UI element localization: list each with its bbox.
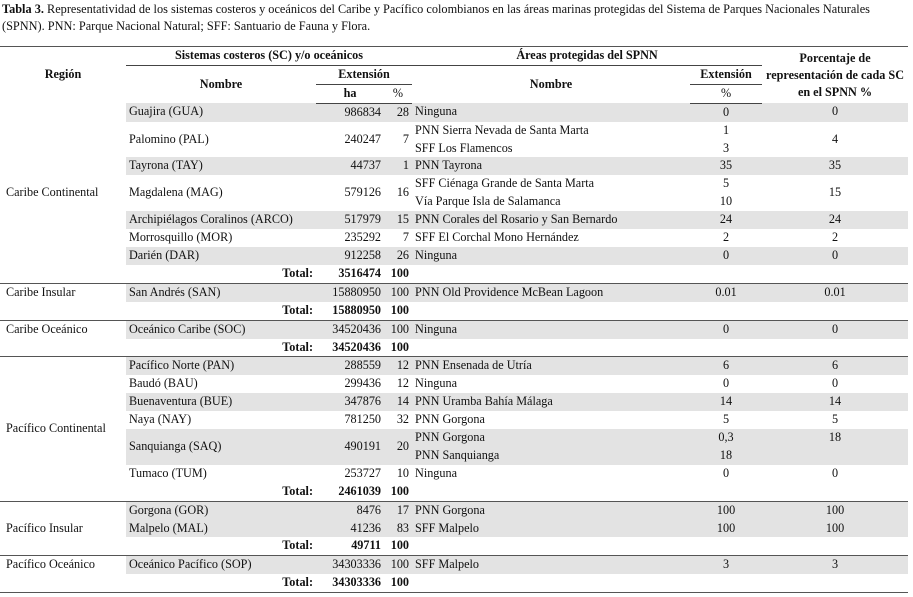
sc-ha: 517979	[316, 211, 384, 229]
representation-pct: 0.01	[762, 283, 908, 301]
protected-area-extension-line: 0	[722, 465, 730, 480]
sc-ha: 579126	[344, 185, 381, 200]
sc-name: Tumaco (TUM)	[129, 465, 207, 480]
sc-name: Oceánico Pacífico (SOP)	[126, 556, 316, 574]
representation-pct: 5	[831, 412, 839, 427]
region-name: Pacífico Continental	[0, 357, 126, 501]
total-row	[0, 265, 908, 283]
protected-area-extension	[690, 229, 762, 247]
total-ha: 3516474	[316, 265, 384, 283]
sc-pct: 7	[402, 131, 410, 146]
caption-text: Representatividad de los sistemas costeros y oceánicos del Caribe y Pacífico colombianos en las áreas marinas protegidas del Sistema de Parques Nacionales Naturales (SPNN). PNN: Parque Nacional Natural; SFF: Santuario de Fauna y Flora.	[2, 2, 870, 33]
empty-cell	[762, 574, 908, 592]
table-caption	[2, 1, 907, 35]
protected-area-line: SFF El Corchal Mono Hernández	[415, 230, 579, 245]
sc-ha: 240247	[344, 131, 381, 146]
protected-area-name	[412, 229, 690, 247]
protected-area-extension	[690, 357, 762, 375]
caption-label: Tabla 3.	[2, 2, 44, 16]
protected-area-extension	[690, 465, 762, 483]
header-sc-extension: Extensión	[316, 65, 412, 84]
table-row	[0, 556, 908, 574]
region-name: Pacífico Oceánico	[0, 556, 126, 593]
table-row	[0, 157, 908, 175]
sc-name: Palomino (PAL)	[129, 131, 209, 146]
protected-area-name	[412, 556, 690, 574]
protected-area-extension-line: 0	[722, 376, 730, 391]
representation-pct: 14	[762, 393, 908, 411]
table-row	[0, 211, 908, 229]
protected-area-line: Ninguna	[415, 247, 457, 262]
sc-ha: 912258	[316, 247, 384, 265]
total-row	[0, 574, 908, 592]
header-sc-nombre: Nombre	[199, 76, 243, 91]
sc-name: Gorgona (GOR)	[126, 501, 316, 519]
empty-cell	[690, 339, 762, 357]
table-row	[0, 122, 908, 158]
sc-pct: 100	[384, 556, 412, 574]
protected-area-line: SFF Malpelo	[415, 557, 480, 572]
protected-area-name	[412, 465, 690, 483]
representation-pct: 35	[762, 157, 908, 175]
protected-area-extension-line: 10	[719, 194, 733, 209]
sc-pct: 7	[402, 230, 410, 245]
sc-name: Darién (DAR)	[126, 247, 316, 265]
table-row	[0, 175, 908, 211]
table-row	[0, 357, 908, 375]
sc-ha: 490191	[316, 429, 384, 465]
sc-pct: 32	[396, 412, 410, 427]
protected-area-line: PNN Sanquianga	[415, 447, 500, 462]
protected-area-line: PNN Old Providence McBean Lagoon	[415, 284, 604, 299]
protected-area-line: PNN Uramba Bahía Málaga	[415, 394, 553, 409]
protected-area-extension	[690, 247, 762, 265]
representation-pct: 0	[762, 247, 908, 265]
sc-pct: 1	[384, 157, 412, 175]
protected-area-name	[412, 247, 690, 265]
total-pct: 100	[384, 265, 412, 283]
protected-area-extension-line: 0	[722, 104, 730, 119]
table-row	[0, 501, 908, 519]
table-row	[0, 465, 908, 483]
sc-ha: 253727	[344, 465, 381, 480]
protected-area-name	[412, 320, 690, 338]
table-row	[0, 411, 908, 429]
sc-pct: 83	[384, 520, 412, 538]
protected-area-name	[412, 103, 690, 121]
representation-pct: 6	[762, 357, 908, 375]
sc-name: Archipiélagos Coralinos (ARCO)	[126, 211, 316, 229]
header-ap-group: Áreas protegidas del SPNN	[412, 47, 762, 66]
protected-area-name	[412, 393, 690, 411]
protected-area-line: SFF Los Flamencos	[415, 140, 513, 155]
protected-area-extension-line: 0,3	[718, 430, 734, 445]
total-pct: 100	[384, 574, 412, 592]
total-label: Total:	[126, 265, 316, 283]
protected-area-extension	[690, 283, 762, 301]
protected-area-line: Ninguna	[415, 321, 457, 336]
sc-name: Oceánico Caribe (SOC)	[126, 320, 316, 338]
empty-cell	[412, 537, 690, 555]
empty-cell	[762, 265, 908, 283]
representation-pct: 0	[762, 320, 908, 338]
sc-pct: 28	[384, 103, 412, 121]
empty-cell	[412, 339, 690, 357]
protected-area-line: PNN Tayrona	[415, 158, 482, 173]
protected-area-extension	[690, 429, 762, 465]
protected-area-line: Ninguna	[415, 465, 457, 480]
sc-name: Morrosquillo (MOR)	[129, 230, 233, 245]
sc-pct: 12	[384, 357, 412, 375]
protected-area-extension-line: 6	[722, 358, 730, 373]
representation-pct: 18	[762, 429, 908, 465]
representation-pct: 3	[762, 556, 908, 574]
protected-area-name	[412, 411, 690, 429]
sc-ha: 34520436	[316, 320, 384, 338]
sc-pct: 12	[396, 376, 410, 391]
empty-cell	[762, 537, 908, 555]
sc-name: Guajira (GUA)	[126, 103, 316, 121]
representativity-table	[0, 46, 908, 593]
representation-pct: 24	[762, 211, 908, 229]
empty-cell	[690, 537, 762, 555]
protected-area-line: Ninguna	[415, 376, 457, 391]
header-region: Región	[0, 47, 126, 104]
protected-area-extension	[690, 556, 762, 574]
protected-area-line: PNN Gorgona	[415, 502, 485, 517]
protected-area-line: PNN Corales del Rosario y San Bernardo	[415, 212, 618, 227]
empty-cell	[412, 265, 690, 283]
sc-ha: 44737	[316, 157, 384, 175]
sc-ha: 41236	[316, 520, 384, 538]
empty-cell	[762, 339, 908, 357]
table-row	[0, 247, 908, 265]
empty-cell	[412, 483, 690, 501]
sc-pct: 100	[384, 320, 412, 338]
header-sc-ha: ha	[316, 84, 384, 103]
protected-area-extension-line: 14	[719, 394, 733, 409]
protected-area-name	[412, 357, 690, 375]
empty-cell	[762, 483, 908, 501]
sc-pct: 14	[384, 393, 412, 411]
table-row	[0, 283, 908, 301]
protected-area-line: Ninguna	[415, 104, 457, 119]
sc-name: Buenaventura (BUE)	[126, 393, 316, 411]
sc-ha: 781250	[344, 412, 381, 427]
protected-area-extension	[690, 393, 762, 411]
total-pct: 100	[384, 483, 412, 501]
protected-area-extension	[690, 157, 762, 175]
protected-area-name	[412, 122, 690, 158]
total-pct: 100	[384, 339, 412, 357]
protected-area-extension	[690, 175, 762, 211]
empty-cell	[690, 574, 762, 592]
protected-area-line: Vía Parque Isla de Salamanca	[415, 194, 561, 209]
table-row	[0, 229, 908, 247]
empty-cell	[690, 483, 762, 501]
total-label: Total:	[126, 537, 316, 555]
protected-area-name	[412, 283, 690, 301]
representation-pct: 4	[831, 131, 839, 146]
sc-pct: 26	[384, 247, 412, 265]
protected-area-extension	[690, 103, 762, 121]
protected-area-name	[412, 501, 690, 519]
protected-area-extension-line: 2	[722, 230, 730, 245]
sc-ha: 347876	[316, 393, 384, 411]
empty-cell	[690, 302, 762, 320]
sc-ha: 34303336	[316, 556, 384, 574]
sc-ha: 15880950	[316, 283, 384, 301]
representation-pct: 2	[831, 230, 839, 245]
protected-area-line: SFF Ciénaga Grande de Santa Marta	[415, 176, 595, 191]
total-label: Total:	[126, 302, 316, 320]
header-ap-nombre: Nombre	[529, 76, 573, 91]
protected-area-extension	[690, 375, 762, 393]
total-row	[0, 537, 908, 555]
sc-name: Pacífico Norte (PAN)	[126, 357, 316, 375]
representation-pct: 0	[762, 103, 908, 121]
sc-name: San Andrés (SAN)	[126, 283, 316, 301]
protected-area-extension-line: 1	[722, 122, 730, 137]
protected-area-name	[412, 211, 690, 229]
sc-pct: 16	[396, 185, 410, 200]
table-row	[0, 375, 908, 393]
region-name: Caribe Insular	[0, 283, 126, 320]
protected-area-extension-line: 0	[722, 321, 730, 336]
total-pct: 100	[384, 302, 412, 320]
sc-ha: 235292	[344, 230, 381, 245]
sc-pct: 100	[384, 283, 412, 301]
empty-cell	[412, 302, 690, 320]
sc-ha: 288559	[316, 357, 384, 375]
total-pct: 100	[384, 537, 412, 555]
empty-cell	[762, 302, 908, 320]
table-row	[0, 103, 908, 121]
total-row	[0, 339, 908, 357]
sc-pct: 20	[384, 429, 412, 465]
sc-name: Sanquianga (SAQ)	[126, 429, 316, 465]
protected-area-name	[412, 157, 690, 175]
total-label: Total:	[126, 574, 316, 592]
protected-area-extension-line: 0	[722, 247, 730, 262]
protected-area-extension	[690, 211, 762, 229]
protected-area-line: PNN Sierra Nevada de Santa Marta	[415, 122, 589, 137]
total-ha: 2461039	[316, 483, 384, 501]
sc-name: Magdalena (MAG)	[129, 185, 223, 200]
representation-pct: 100	[762, 501, 908, 519]
empty-cell	[690, 265, 762, 283]
sc-name: Tayrona (TAY)	[126, 157, 316, 175]
total-ha: 34520436	[316, 339, 384, 357]
protected-area-name	[412, 375, 690, 393]
total-label: Total:	[126, 483, 316, 501]
protected-area-extension-line: 18	[719, 447, 733, 462]
representation-pct: 100	[762, 520, 908, 538]
total-row	[0, 483, 908, 501]
region-name: Caribe Continental	[0, 103, 126, 283]
protected-area-line: PNN Gorgona	[415, 412, 485, 427]
table-body	[0, 103, 908, 592]
protected-area-name	[412, 175, 690, 211]
representation-pct: 15	[828, 185, 842, 200]
protected-area-extension	[690, 320, 762, 338]
protected-area-name	[412, 520, 690, 538]
header-ap-pct: %	[690, 84, 762, 103]
protected-area-extension	[690, 122, 762, 158]
protected-area-extension	[690, 520, 762, 538]
total-row	[0, 302, 908, 320]
header-ap-extension: Extensión	[690, 65, 762, 84]
sc-name: Malpelo (MAL)	[126, 520, 316, 538]
total-label: Total:	[126, 339, 316, 357]
protected-area-line: SFF Malpelo	[415, 520, 480, 535]
sc-ha: 986834	[316, 103, 384, 121]
protected-area-extension-line: 24	[719, 212, 733, 227]
protected-area-extension-line: 5	[722, 176, 730, 191]
protected-area-extension-line: 5	[722, 412, 730, 427]
empty-cell	[412, 574, 690, 592]
sc-ha: 8476	[316, 501, 384, 519]
protected-area-extension-line: 35	[719, 158, 733, 173]
total-ha: 49711	[316, 537, 384, 555]
table-row	[0, 520, 908, 538]
protected-area-extension	[690, 411, 762, 429]
protected-area-extension-line: 0.01	[715, 284, 737, 299]
table-row	[0, 429, 908, 465]
sc-pct: 15	[384, 211, 412, 229]
protected-area-extension-line: 100	[716, 520, 736, 535]
protected-area-line: PNN Gorgona	[415, 430, 485, 445]
sc-name: Baudó (BAU)	[129, 376, 198, 391]
region-name: Pacífico Insular	[0, 501, 126, 556]
sc-pct: 10	[396, 465, 410, 480]
representation-pct: 0	[831, 465, 839, 480]
total-ha: 34303336	[316, 574, 384, 592]
protected-area-line: PNN Ensenada de Utría	[415, 358, 532, 373]
sc-pct: 17	[384, 501, 412, 519]
protected-area-extension-line: 3	[722, 140, 730, 155]
representation-pct: 0	[831, 376, 839, 391]
total-ha: 15880950	[316, 302, 384, 320]
region-name: Caribe Oceánico	[0, 320, 126, 357]
protected-area-extension	[690, 501, 762, 519]
sc-name: Naya (NAY)	[129, 412, 192, 427]
table-row	[0, 320, 908, 338]
header-representation: Porcentaje de representación de cada SC en el SPNN %	[762, 47, 908, 104]
table-row	[0, 393, 908, 411]
protected-area-extension-line: 100	[716, 502, 736, 517]
sc-ha: 299436	[344, 376, 381, 391]
protected-area-extension-line: 3	[722, 557, 730, 572]
header-sc-pct: %	[384, 84, 412, 103]
header-sc-group: Sistemas costeros (SC) y/o oceánicos	[126, 47, 412, 66]
protected-area-name	[412, 429, 690, 465]
